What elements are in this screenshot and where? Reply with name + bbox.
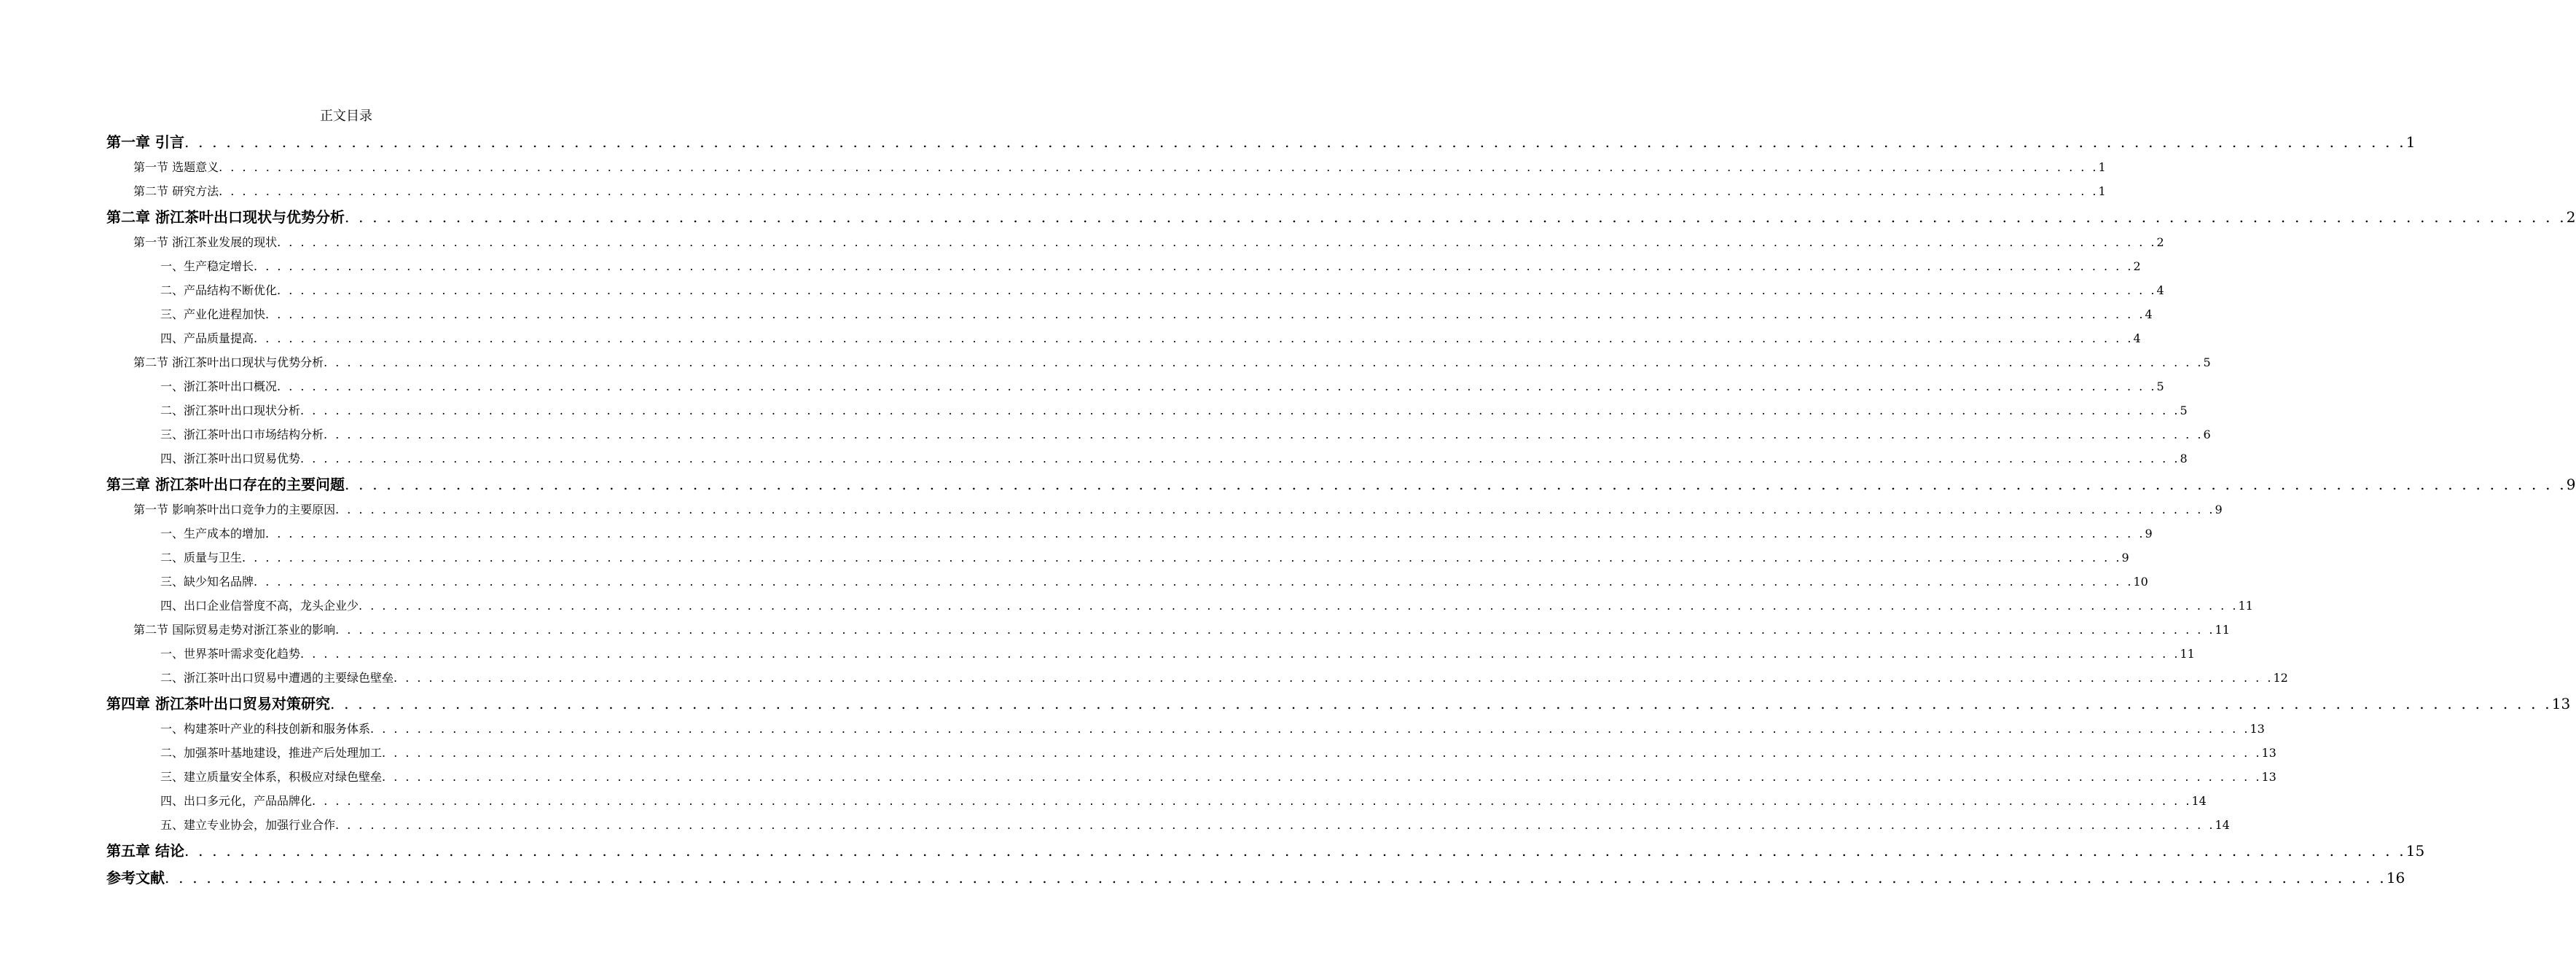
toc-entry[interactable] <box>133 500 2223 519</box>
toc-entry[interactable] <box>160 645 2195 664</box>
toc-page-number: 5 <box>2156 380 2164 393</box>
toc-page-number: 14 <box>2215 818 2230 832</box>
toc-leader-dots: . . . . . . . . . . . . . . . . . . . . . . . . . . . . . . . . . . . . . . . . . . . . . . . . . . . . . . . . . . . . . . . . . . . . . . . . . . . . . . . . . . . . . . . . . . . . . . . . . . . . . . . . . . . . . . . . . . . . . . . . . . . . . . . . . . . . . . . . . . . . . . . . . . . . . . . . . . . . . . . . <box>254 331 2134 345</box>
toc-page-number: 1 <box>2098 160 2106 174</box>
toc-leader-dots: . . . . . . . . . . . . . . . . . . . . . . . . . . . . . . . . . . . . . . . . . . . . . . . . . . . . . . . . . . . . . . . . . . . . . . . . . . . . . . . . . . . . . . . . . . . . . . . . . . . . . . . . . . . . . . . . . . . . . . . . . . . . . . . . . . . . . . . . . . . . . . . . . . . . . . . . . . . . . . . . <box>324 355 2204 369</box>
toc-entry-label: 一、生产成本的增加 <box>160 527 266 540</box>
toc-entry[interactable] <box>160 305 2153 324</box>
toc-page-number: 2 <box>2566 208 2576 226</box>
toc-entry-label: 第二节 研究方法 <box>133 184 219 198</box>
toc-entry-label: 第二节 国际贸易走势对浙江茶业的影响 <box>133 623 336 637</box>
toc-entry[interactable] <box>160 816 2230 835</box>
toc-entry-label: 第一节 影响茶叶出口竞争力的主要原因 <box>133 503 336 516</box>
toc-leader-dots: . . . . . . . . . . . . . . . . . . . . . . . . . . . . . . . . . . . . . . . . . . . . . . . . . . . . . . . . . . . . . . . . . . . . . . . . . . . . . . . . . . . . . . . . . . . . . . . . . . . . . . . . . . . . . . . . . . . . . . . . . . . . . . . . . . . . . . . . . . . . . . . . . . . . . . . . . . . . . . . . <box>219 184 2099 198</box>
toc-page-number: 13 <box>2261 746 2276 760</box>
toc-leader-dots: . . . . . . . . . . . . . . . . . . . . . . . . . . . . . . . . . . . . . . . . . . . . . . . . . . . . . . . . . . . . . . . . . . . . . . . . . . . . . . . . . . . . . . . . . . . . . . . . . . . . . . . . . . . . . . . . . . . . . . . . . . . . . . . . . . . . . . . . . . . . . . . . . . . . . . . . . . . . . . . . <box>254 259 2134 273</box>
toc-entry-label: 第四章 浙江茶叶出口贸易对策研究 <box>106 695 330 712</box>
toc-entry[interactable] <box>160 792 2207 811</box>
toc-entry[interactable] <box>133 353 2211 372</box>
toc-entry-label: 参考文献 <box>106 869 165 886</box>
toc-entry-label: 二、加强茶叶基地建设，推进产后处理加工 <box>160 746 383 760</box>
toc-entry[interactable] <box>160 549 2129 567</box>
toc-leader-dots: . . . . . . . . . . . . . . . . . . . . . . . . . . . . . . . . . . . . . . . . . . . . . . . . . . . . . . . . . . . . . . . . . . . . . . . . . . . . . . . . . . . . . . . . . . . . . . . . . . . . . . . . . . . . . . . . . . . . . . . . . . . . . . . . . . . . . . . . . . . . . . . . . . . . . . . . . . . . . . . . <box>324 428 2204 441</box>
toc-entry[interactable] <box>133 233 2164 252</box>
toc-leader-dots: . . . . . . . . . . . . . . . . . . . . . . . . . . . . . . . . . . . . . . . . . . . . . . . . . . . . . . . . . . . . . . . . . . . . . . . . . . . . . . . . . . . . . . . . . . . . . . . . . . . . . . . . . . . . . . . . . . . . . . . . . . . . . . . . . . . . . . . . . . . . . . . . . . . . . . . . . . . . . . . . <box>382 746 2262 760</box>
toc-leader-dots: . . . . . . . . . . . . . . . . . . . . . . . . . . . . . . . . . . . . . . . . . . . . . . . . . . . . . . . . . . . . . . . . . . . . . . . . . . . . . . . . . . . . . . . . . . . . . . . . . . . . . . . . . . . . . . . . . . . . . . . . . . . . . . . . . . . . . . . . . . . . . . . . . . . . . . . . . . . . . . . . <box>277 380 2157 393</box>
toc-entry[interactable] <box>160 425 2211 444</box>
toc-entry[interactable] <box>133 158 2106 177</box>
toc-entry-label: 二、浙江茶叶出口贸易中遭遇的主要绿色壁垒 <box>160 671 394 685</box>
toc-leader-dots: . . . . . . . . . . . . . . . . . . . . . . . . . . . . . . . . . . . . . . . . . . . . . . . . . . . . . . . . . . . . . . . . . . . . . . . . . . . . . . . . . . . . . . . . . . . . . . . . . . . . . . . . . . . . . . . . . . . . . . . . . . . . . . . . . . . . . . . . . . . . . . . . . . . . . . . . . . . . . . . . <box>344 208 2567 226</box>
toc-page-number: 8 <box>2180 452 2188 465</box>
toc-leader-dots: . . . . . . . . . . . . . . . . . . . . . . . . . . . . . . . . . . . . . . . . . . . . . . . . . . . . . . . . . . . . . . . . . . . . . . . . . . . . . . . . . . . . . . . . . . . . . . . . . . . . . . . . . . . . . . . . . . . . . . . . . . . . . . . . . . . . . . . . . . . . . . . . . . . . . . . . . . . . . . . . <box>300 452 2180 465</box>
toc-entry-label: 一、世界茶叶需求变化趋势 <box>160 647 301 661</box>
toc-page-number: 16 <box>2386 869 2405 886</box>
toc-leader-dots: . . . . . . . . . . . . . . . . . . . . . . . . . . . . . . . . . . . . . . . . . . . . . . . . . . . . . . . . . . . . . . . . . . . . . . . . . . . . . . . . . . . . . . . . . . . . . . . . . . . . . . . . . . . . . . . . . . . . . . . . . . . . . . . . . . . . . . . . . . . . . . . . . . . . . . . . . . . . . . . . <box>265 527 2145 540</box>
toc-leader-dots: . . . . . . . . . . . . . . . . . . . . . . . . . . . . . . . . . . . . . . . . . . . . . . . . . . . . . . . . . . . . . . . . . . . . . . . . . . . . . . . . . . . . . . . . . . . . . . . . . . . . . . . . . . . . . . . . . . . . . . . . . . . . . . . . . . . . . . . . . . . . . . . . . . . . . . . . . . . . . . . . <box>329 695 2552 712</box>
toc-page-number: 2 <box>2156 235 2164 249</box>
toc-entry-label: 第一节 浙江茶业发展的现状 <box>133 235 278 249</box>
toc-page-number: 5 <box>2180 404 2188 417</box>
toc-page-number: 9 <box>2121 551 2129 565</box>
toc-entry[interactable] <box>160 449 2188 468</box>
toc-title: 正文目录 <box>320 109 372 124</box>
toc-leader-dots: . . . . . . . . . . . . . . . . . . . . . . . . . . . . . . . . . . . . . . . . . . . . . . . . . . . . . . . . . . . . . . . . . . . . . . . . . . . . . . . . . . . . . . . . . . . . . . . . . . . . . . . . . . . . . . . . . . . . . . . . . . . . . . . . . . . . . . . . . . . . . . . . . . . . . . . . . . . . . . . . <box>300 404 2180 417</box>
toc-leader-dots: . . . . . . . . . . . . . . . . . . . . . . . . . . . . . . . . . . . . . . . . . . . . . . . . . . . . . . . . . . . . . . . . . . . . . . . . . . . . . . . . . . . . . . . . . . . . . . . . . . . . . . . . . . . . . . . . . . . . . . . . . . . . . . . . . . . . . . . . . . . . . . . . . . . . . . . . . . . . . . . . <box>312 794 2192 808</box>
toc-page-number: 4 <box>2133 331 2141 345</box>
toc-page-number: 14 <box>2191 794 2207 808</box>
toc-leader-dots: . . . . . . . . . . . . . . . . . . . . . . . . . . . . . . . . . . . . . . . . . . . . . . . . . . . . . . . . . . . . . . . . . . . . . . . . . . . . . . . . . . . . . . . . . . . . . . . . . . . . . . . . . . . . . . . . . . . . . . . . . . . . . . . . . . . . . . . . . . . . . . . . . . . . . . . . . . . . . . . . <box>265 307 2145 321</box>
toc-entry[interactable] <box>133 621 2230 640</box>
toc-entry[interactable] <box>160 329 2141 348</box>
toc-leader-dots: . . . . . . . . . . . . . . . . . . . . . . . . . . . . . . . . . . . . . . . . . . . . . . . . . . . . . . . . . . . . . . . . . . . . . . . . . . . . . . . . . . . . . . . . . . . . . . . . . . . . . . . . . . . . . . . . . . . . . . . . . . . . . . . . . . . . . . . . . . . . . . . . . . . . . . . . . . . . . . . . <box>254 575 2134 589</box>
toc-entry-label: 三、浙江茶叶出口市场结构分析 <box>160 428 324 441</box>
toc-leader-dots: . . . . . . . . . . . . . . . . . . . . . . . . . . . . . . . . . . . . . . . . . . . . . . . . . . . . . . . . . . . . . . . . . . . . . . . . . . . . . . . . . . . . . . . . . . . . . . . . . . . . . . . . . . . . . . . . . . . . . . . . . . . . . . . . . . . . . . . . . . . . . . . . . . . . . . . . . . . . . . . . <box>219 160 2099 174</box>
toc-page-number: 13 <box>2551 695 2571 712</box>
toc-entry[interactable] <box>160 257 2141 276</box>
toc-entry-label: 五、建立专业协会，加强行业合作 <box>160 818 336 832</box>
toc-entry[interactable] <box>160 524 2153 543</box>
toc-page-number: 4 <box>2156 283 2164 297</box>
toc-entry-label: 四、出口企业信誉度不高，龙头企业少 <box>160 599 359 613</box>
toc-page-number: 5 <box>2203 355 2211 369</box>
toc-entry-label: 三、缺少知名品牌 <box>160 575 254 589</box>
toc-entry[interactable] <box>106 867 2405 889</box>
toc-entry[interactable] <box>160 281 2164 300</box>
toc-leader-dots: . . . . . . . . . . . . . . . . . . . . . . . . . . . . . . . . . . . . . . . . . . . . . . . . . . . . . . . . . . . . . . . . . . . . . . . . . . . . . . . . . . . . . . . . . . . . . . . . . . . . . . . . . . . . . . . . . . . . . . . . . . . . . . . . . . . . . . . . . . . . . . . . . . . . . . . . . . . . . . . . <box>184 842 2406 860</box>
toc-leader-dots: . . . . . . . . . . . . . . . . . . . . . . . . . . . . . . . . . . . . . . . . . . . . . . . . . . . . . . . . . . . . . . . . . . . . . . . . . . . . . . . . . . . . . . . . . . . . . . . . . . . . . . . . . . . . . . . . . . . . . . . . . . . . . . . . . . . . . . . . . . . . . . . . . . . . . . . . . . . . . . . . <box>370 722 2250 736</box>
toc-page-number: 1 <box>2405 133 2416 151</box>
toc-page-number: 11 <box>2238 599 2253 613</box>
toc-leader-dots: . . . . . . . . . . . . . . . . . . . . . . . . . . . . . . . . . . . . . . . . . . . . . . . . . . . . . . . . . . . . . . . . . . . . . . . . . . . . . . . . . . . . . . . . . . . . . . . . . . . . . . . . . . . . . . . . . . . . . . . . . . . . . . . . . . . . . . . . . . . . . . . . . . . . . . . . . . . . . . . . <box>335 623 2215 637</box>
toc-entry-label: 四、浙江茶叶出口贸易优势 <box>160 452 301 465</box>
toc-entry-label: 四、产品质量提高 <box>160 331 254 345</box>
toc-entry-label: 三、建立质量安全体系，积极应对绿色壁垒 <box>160 770 383 784</box>
toc-page-number: 9 <box>2215 503 2223 516</box>
toc-entry-label: 二、产品结构不断优化 <box>160 283 278 297</box>
toc-entry[interactable] <box>160 669 2288 688</box>
toc-page-number: 1 <box>2098 184 2106 198</box>
toc-leader-dots: . . . . . . . . . . . . . . . . . . . . . . . . . . . . . . . . . . . . . . . . . . . . . . . . . . . . . . . . . . . . . . . . . . . . . . . . . . . . . . . . . . . . . . . . . . . . . . . . . . . . . . . . . . . . . . . . . . . . . . . . . . . . . . . . . . . . . . . . . . . . . . . . . . . . . . . . . . . . . . . . <box>344 476 2567 493</box>
toc-leader-dots: . . . . . . . . . . . . . . . . . . . . . . . . . . . . . . . . . . . . . . . . . . . . . . . . . . . . . . . . . . . . . . . . . . . . . . . . . . . . . . . . . . . . . . . . . . . . . . . . . . . . . . . . . . . . . . . . . . . . . . . . . . . . . . . . . . . . . . . . . . . . . . . . . . . . . . . . . . . . . . . . <box>277 283 2157 297</box>
toc-leader-dots: . . . . . . . . . . . . . . . . . . . . . . . . . . . . . . . . . . . . . . . . . . . . . . . . . . . . . . . . . . . . . . . . . . . . . . . . . . . . . . . . . . . . . . . . . . . . . . . . . . . . . . . . . . . . . . . . . . . . . . . . . . . . . . . . . . . . . . . . . . . . . . . . . . . . . . . . . . . . . . . . <box>394 671 2274 685</box>
toc-entry[interactable] <box>160 377 2164 396</box>
toc-leader-dots: . . . . . . . . . . . . . . . . . . . . . . . . . . . . . . . . . . . . . . . . . . . . . . . . . . . . . . . . . . . . . . . . . . . . . . . . . . . . . . . . . . . . . . . . . . . . . . . . . . . . . . . . . . . . . . . . . . . . . . . . . . . . . . . . . . . . . . . . . . . . . . . . . . . . . . . . . . . . . . . . <box>335 818 2215 832</box>
toc-entry-label: 四、出口多元化，产品品牌化 <box>160 794 313 808</box>
toc-entry-label: 第一节 选题意义 <box>133 160 219 174</box>
toc-leader-dots: . . . . . . . . . . . . . . . . . . . . . . . . . . . . . . . . . . . . . . . . . . . . . . . . . . . . . . . . . . . . . . . . . . . . . . . . . . . . . . . . . . . . . . . . . . . . . . . . . . . . . . . . . . . . . . . . . . . . . . . . . . . . . . . . . . . . . . . . . . . . . . . . . . . . . . . . . . . . . . . . <box>335 503 2215 516</box>
toc-page-number: 13 <box>2250 722 2265 736</box>
toc-page-number: 13 <box>2261 770 2276 784</box>
toc-entry[interactable] <box>160 720 2265 739</box>
toc-entry-label: 一、浙江茶叶出口概况 <box>160 380 278 393</box>
toc-entry[interactable] <box>106 473 2576 495</box>
toc-page-number: 11 <box>2215 623 2230 637</box>
toc-page-number: 12 <box>2273 671 2288 685</box>
toc-page-number: 4 <box>2145 307 2153 321</box>
toc-leader-dots: . . . . . . . . . . . . . . . . . . . . . . . . . . . . . . . . . . . . . . . . . . . . . . . . . . . . . . . . . . . . . . . . . . . . . . . . . . . . . . . . . . . . . . . . . . . . . . . . . . . . . . . . . . . . . . . . . . . . . . . . . . . . . . . . . . . . . . . . . . . . . . . . . . . . . . . . . . . . . . . . <box>242 551 2122 565</box>
toc-entry-label: 一、构建茶叶产业的科技创新和服务体系 <box>160 722 371 736</box>
toc-entry-label: 二、浙江茶叶出口现状分析 <box>160 404 301 417</box>
toc-entry[interactable] <box>160 573 2148 591</box>
toc-entry-label: 三、产业化进程加快 <box>160 307 266 321</box>
toc-leader-dots: . . . . . . . . . . . . . . . . . . . . . . . . . . . . . . . . . . . . . . . . . . . . . . . . . . . . . . . . . . . . . . . . . . . . . . . . . . . . . . . . . . . . . . . . . . . . . . . . . . . . . . . . . . . . . . . . . . . . . . . . . . . . . . . . . . . . . . . . . . . . . . . . . . . . . . . . . . . . . . . . <box>184 133 2406 151</box>
toc-page-number: 6 <box>2203 428 2211 441</box>
toc-entry[interactable] <box>160 401 2188 420</box>
toc-entry-label: 二、质量与卫生 <box>160 551 243 565</box>
toc-page-number: 2 <box>2133 259 2141 273</box>
toc-page-number: 9 <box>2145 527 2153 540</box>
toc-entry[interactable] <box>133 182 2106 201</box>
toc-leader-dots: . . . . . . . . . . . . . . . . . . . . . . . . . . . . . . . . . . . . . . . . . . . . . . . . . . . . . . . . . . . . . . . . . . . . . . . . . . . . . . . . . . . . . . . . . . . . . . . . . . . . . . . . . . . . . . . . . . . . . . . . . . . . . . . . . . . . . . . . . . . . . . . . . . . . . . . . . . . . . . . . <box>359 599 2239 613</box>
toc-leader-dots: . . . . . . . . . . . . . . . . . . . . . . . . . . . . . . . . . . . . . . . . . . . . . . . . . . . . . . . . . . . . . . . . . . . . . . . . . . . . . . . . . . . . . . . . . . . . . . . . . . . . . . . . . . . . . . . . . . . . . . . . . . . . . . . . . . . . . . . . . . . . . . . . . . . . . . . . . . . . . . . . <box>300 647 2180 661</box>
toc-leader-dots: . . . . . . . . . . . . . . . . . . . . . . . . . . . . . . . . . . . . . . . . . . . . . . . . . . . . . . . . . . . . . . . . . . . . . . . . . . . . . . . . . . . . . . . . . . . . . . . . . . . . . . . . . . . . . . . . . . . . . . . . . . . . . . . . . . . . . . . . . . . . . . . . . . . . . . . . . . . . . . . . <box>165 869 2387 886</box>
toc-entry-label: 第一章 引言 <box>106 133 184 151</box>
toc-entry-label: 第五章 结论 <box>106 842 184 860</box>
toc-leader-dots: . . . . . . . . . . . . . . . . . . . . . . . . . . . . . . . . . . . . . . . . . . . . . . . . . . . . . . . . . . . . . . . . . . . . . . . . . . . . . . . . . . . . . . . . . . . . . . . . . . . . . . . . . . . . . . . . . . . . . . . . . . . . . . . . . . . . . . . . . . . . . . . . . . . . . . . . . . . . . . . . <box>382 770 2262 784</box>
toc-entry-label: 第三章 浙江茶叶出口存在的主要问题 <box>106 476 345 493</box>
toc-entry[interactable] <box>160 597 2253 616</box>
toc-entry[interactable] <box>106 131 2416 153</box>
toc-entry[interactable] <box>160 744 2276 763</box>
toc-entry[interactable] <box>106 840 2425 862</box>
toc-entry[interactable] <box>106 693 2571 715</box>
toc-page-number: 15 <box>2405 842 2425 860</box>
toc-entry[interactable] <box>106 206 2576 228</box>
toc-leader-dots: . . . . . . . . . . . . . . . . . . . . . . . . . . . . . . . . . . . . . . . . . . . . . . . . . . . . . . . . . . . . . . . . . . . . . . . . . . . . . . . . . . . . . . . . . . . . . . . . . . . . . . . . . . . . . . . . . . . . . . . . . . . . . . . . . . . . . . . . . . . . . . . . . . . . . . . . . . . . . . . . <box>277 235 2157 249</box>
toc-entry-label: 一、生产稳定增长 <box>160 259 254 273</box>
toc-page-number: 10 <box>2133 575 2148 589</box>
toc-entry-label: 第二节 浙江茶叶出口现状与优势分析 <box>133 355 324 369</box>
toc-entry[interactable] <box>160 768 2276 787</box>
toc-entry-label: 第二章 浙江茶叶出口现状与优势分析 <box>106 208 345 226</box>
toc-page-number: 9 <box>2566 476 2576 493</box>
toc-page-number: 11 <box>2180 647 2195 661</box>
